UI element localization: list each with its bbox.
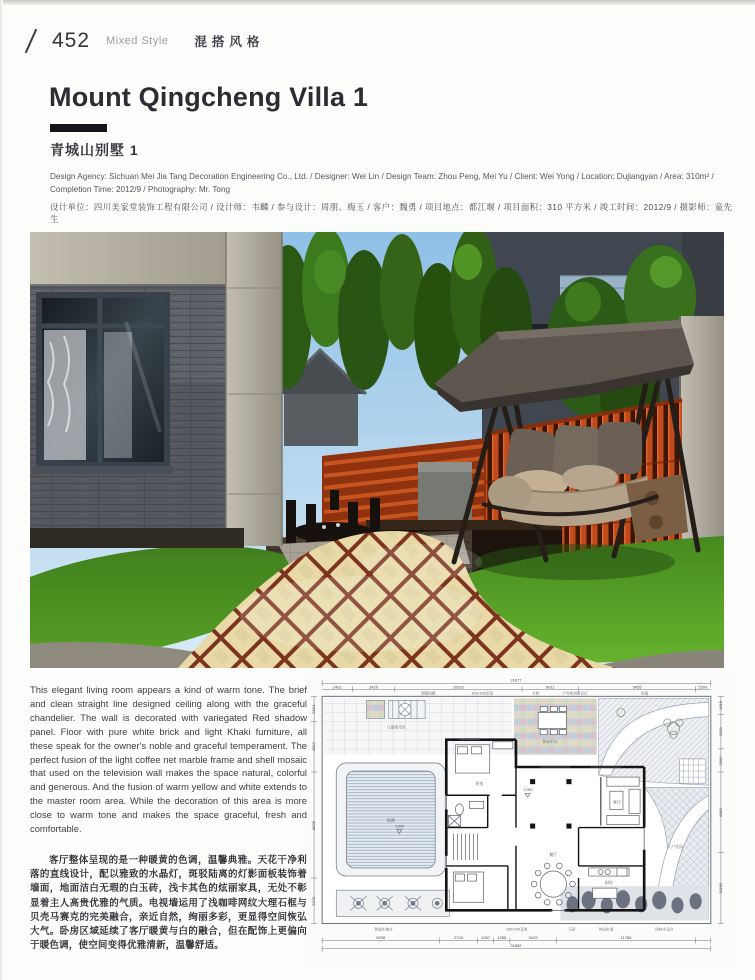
chapter-style-cn: 混搭风格 bbox=[194, 35, 265, 49]
svg-text:31852: 31852 bbox=[510, 943, 522, 949]
floor-plan-svg bbox=[308, 676, 732, 964]
svg-text:11786: 11786 bbox=[620, 935, 632, 941]
svg-text:9298: 9298 bbox=[376, 935, 386, 941]
kids-area-label: 儿童娱乐区 bbox=[386, 725, 406, 730]
svg-text:0.000: 0.000 bbox=[523, 788, 533, 793]
svg-text:2254: 2254 bbox=[311, 704, 317, 714]
svg-text:31877: 31877 bbox=[510, 677, 522, 683]
paragraph-english: This elegant living room appears a kind of warm tone. The brief and clean straight line designed ceiling along with the graceful chandelier. The wall is decorated with variegated Red shadow panel. Floor with pure white brick and light Khaki furniture, all these speak for the owner's noble and graceful temperament. The perfect fusion of the light coffee net marble frame and shell mosaic that used on the television wall makes the space natural, colorful and generous. And the fusion of warm yellow and white extends to the master room area. While the decoration of this area is more close to warm tone and makes the space graceful, fresh and comfortable. bbox=[30, 684, 307, 835]
garden-label: 入户花园 bbox=[667, 844, 683, 849]
path-sheen bbox=[240, 576, 480, 652]
credits-english: Design Agency: Sichuan Mei Jia Tang Decoration Engineering Co., Ltd. / Designer: Wei Lin / Design Team: Zhou Peng, Mei Yu / Client: Wei Yong / Location: Dujiangyan / Area: 310m² / Completion Time: 2012/9 / Photography: Mr. Tong bbox=[50, 172, 714, 194]
svg-text:4622: 4622 bbox=[311, 742, 317, 752]
svg-text:客厅: 客厅 bbox=[612, 799, 621, 805]
svg-text:10332: 10332 bbox=[452, 684, 465, 690]
svg-text:1500: 1500 bbox=[698, 684, 708, 690]
slash-icon bbox=[25, 29, 37, 54]
description-column bbox=[30, 683, 307, 954]
patio-dining bbox=[538, 706, 566, 734]
villa-wall bbox=[30, 232, 282, 548]
svg-text:9455: 9455 bbox=[632, 684, 642, 690]
svg-text:0.000: 0.000 bbox=[395, 824, 405, 829]
svg-text:2461: 2461 bbox=[332, 684, 342, 690]
chapter-style-en: Mixed Style bbox=[106, 35, 169, 47]
svg-text:8862: 8862 bbox=[717, 807, 723, 817]
title-accent-bar bbox=[50, 124, 107, 132]
svg-text:6011: 6011 bbox=[545, 684, 555, 690]
svg-text:厨房: 厨房 bbox=[604, 880, 613, 886]
svg-text:100+100花架: 100+100花架 bbox=[505, 927, 528, 932]
kids-play-area bbox=[367, 700, 426, 718]
lounge-deck bbox=[336, 890, 449, 916]
patio-label: 休闲平台 bbox=[542, 739, 558, 744]
svg-text:1067: 1067 bbox=[481, 935, 491, 941]
svg-text:3300: 3300 bbox=[717, 727, 723, 737]
svg-text:休闲步道: 休闲步道 bbox=[598, 927, 614, 932]
floor-plan bbox=[308, 676, 732, 964]
svg-text:11150: 11150 bbox=[717, 882, 723, 894]
courtyard-photo-svg bbox=[30, 232, 724, 668]
svg-text:绿篱: 绿篱 bbox=[641, 691, 649, 696]
svg-text:8825: 8825 bbox=[311, 821, 317, 831]
page-title: Mount Qingcheng Villa 1 bbox=[49, 82, 369, 112]
courtyard-photo bbox=[30, 232, 724, 668]
scan-edge-top bbox=[0, 0, 755, 5]
swing-side-pocket bbox=[626, 474, 688, 542]
svg-text:塑钢雨棚: 塑钢雨棚 bbox=[421, 691, 436, 696]
paragraph-chinese: 客厅整体呈现的是一种暖黄的色调，温馨典雅。天花干净利落的直线设计，配以雅致的水晶灯，斑驳陆离的灯影面板装饰着墙面，地面洁白无瑕的白玉砖，浅卡其色的炫丽家具，无处不彰显着主人高贵优雅的气质。电视墙运用了浅咖啡网纹大理石框与贝壳马赛克的完美融合，亲近自然，绚丽多彩，更显得空间恢弘大气。卧房区域延续了客厅暖黄与白的融合，但在配饰上更偏向于暖色调，使空间变得优雅清新，温馨舒适。 bbox=[30, 854, 307, 952]
svg-text:石阶: 石阶 bbox=[568, 927, 576, 932]
pool-label: 泳池 bbox=[386, 817, 396, 823]
svg-text:卧室: 卧室 bbox=[475, 781, 484, 787]
svg-text:3429: 3429 bbox=[528, 935, 538, 941]
svg-text:3370: 3370 bbox=[311, 896, 317, 906]
svg-text:1815: 1815 bbox=[717, 700, 723, 710]
svg-text:防腐木地台: 防腐木地台 bbox=[374, 927, 393, 932]
garden-topright bbox=[599, 698, 709, 785]
page-number: 452 bbox=[52, 29, 91, 52]
svg-text:3429: 3429 bbox=[369, 684, 379, 690]
svg-text:木桥: 木桥 bbox=[532, 691, 540, 696]
page-header bbox=[30, 24, 264, 58]
swing-shadow bbox=[475, 544, 675, 580]
scan-edge-left bbox=[0, 0, 3, 980]
svg-text:100+100花架: 100+100花架 bbox=[471, 691, 494, 696]
path-sheen-2 bbox=[362, 544, 482, 580]
page-subtitle-cn: 青城山别墅 1 bbox=[50, 142, 139, 158]
svg-text:餐厅: 餐厅 bbox=[549, 851, 558, 857]
svg-text:户外休闲娱乐区: 户外休闲娱乐区 bbox=[562, 691, 588, 696]
credits-chinese: 设计单位：四川美家堂装饰工程有限公司 / 设计师：韦麟 / 参与设计：周朋、梅玉 / 客户：魏勇 / 项目地点：都江堰 / 项目面积：310 平方米 / 竣工时间：2012/9 / 摄影师：童先生 bbox=[50, 202, 733, 224]
svg-text:园林木花台: 园林木花台 bbox=[655, 927, 674, 932]
tree-row bbox=[560, 886, 708, 920]
svg-text:2300: 2300 bbox=[717, 756, 723, 766]
svg-text:2726: 2726 bbox=[453, 935, 463, 941]
svg-text:1258: 1258 bbox=[497, 935, 507, 941]
